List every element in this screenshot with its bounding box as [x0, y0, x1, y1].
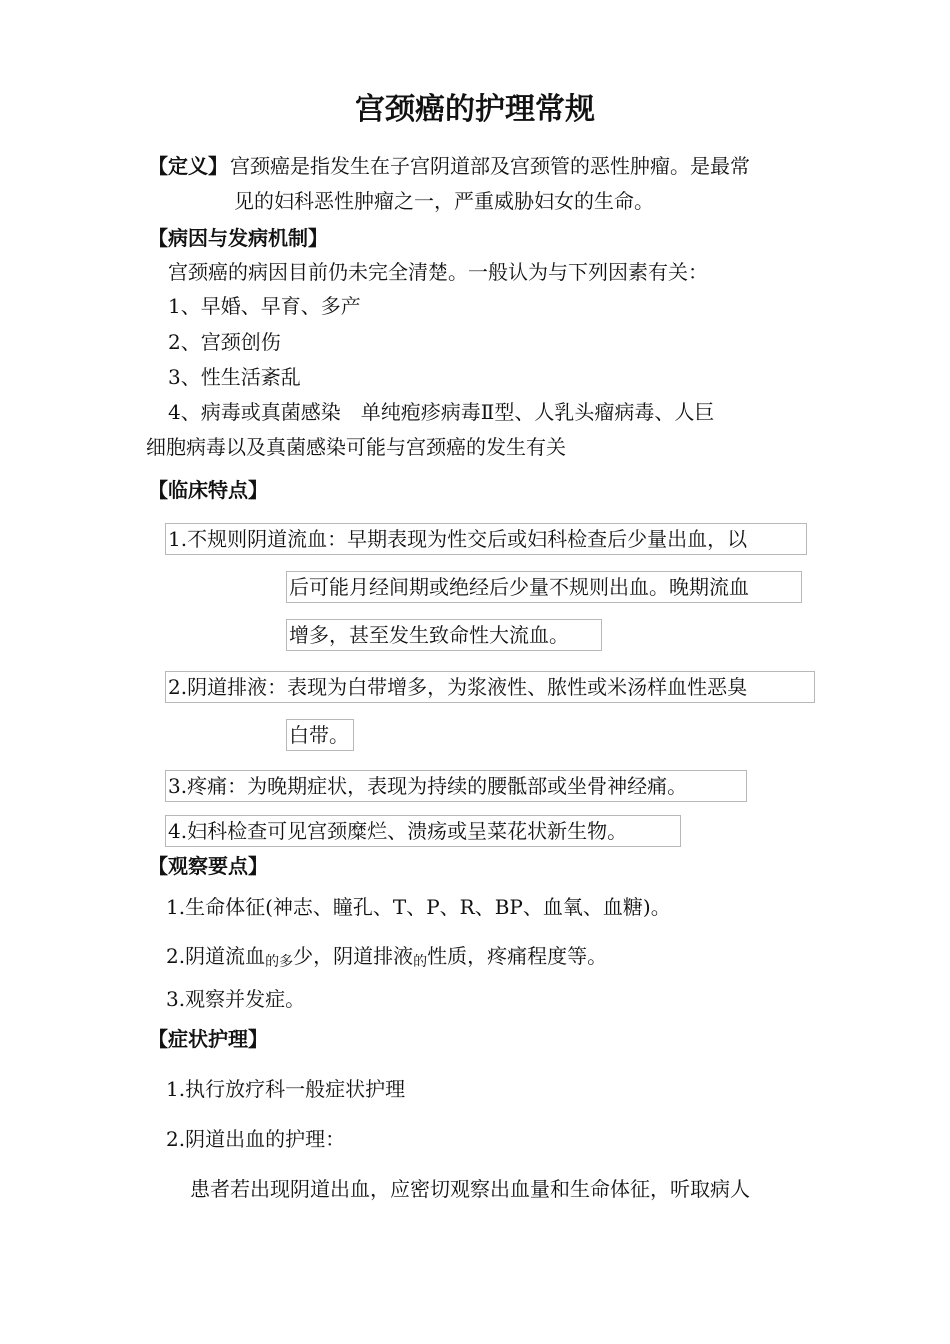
page-title: 宫颈癌的护理常规 — [355, 92, 595, 127]
clinical-item-1-line-3: 增多，甚至发生致命性大流血。 — [286, 619, 602, 651]
etiology-item-4: 4、病毒或真菌感染 单纯疱疹病毒Ⅱ型、人乳头瘤病毒、人巨 — [168, 400, 715, 424]
observation-item-2-part-d: 的 — [413, 954, 428, 970]
clinical-item-1-line-2: 后可能月经间期或绝经后少量不规则出血。晚期流血 — [286, 571, 802, 603]
observation-item-2 — [166, 944, 607, 974]
clinical-item-2-line-2: 白带。 — [286, 719, 354, 751]
clinical-item-3: 3.疼痛：为晚期症状，表现为持续的腰骶部或坐骨神经痛。 — [165, 770, 747, 802]
clinical-item-2-line-1: 2.阴道排液：表现为白带增多，为浆液性、脓性或米汤样血性恶臭 — [165, 671, 815, 703]
etiology-item-2: 2、宫颈创伤 — [168, 330, 281, 354]
observation-item-2-part-a: 2.阴道流血 — [166, 944, 266, 968]
etiology-item-3: 3、性生活紊乱 — [168, 365, 301, 389]
observation-item-3: 3.观察并发症。 — [166, 987, 306, 1011]
observation-item-2-part-c: 少，阴道排液 — [293, 944, 414, 968]
observation-heading: 【观察要点】 — [148, 854, 268, 878]
observation-item-2-part-b: 的多 — [265, 954, 294, 970]
etiology-item-1: 1、早婚、早育、多产 — [168, 294, 361, 318]
clinical-heading: 【临床特点】 — [148, 478, 268, 502]
nursing-heading: 【症状护理】 — [148, 1027, 268, 1051]
observation-item-2-part-e: 性质，疼痛程度等。 — [427, 944, 608, 968]
observation-item-1: 1.生命体征(神志、瞳孔、T、P、R、BP、血氧、血糖)。 — [166, 895, 671, 919]
definition-label: 【定义】 — [148, 154, 228, 178]
nursing-item-1: 1.执行放疗科一般症状护理 — [166, 1077, 406, 1101]
etiology-item-4-continuation: 细胞病毒以及真菌感染可能与宫颈癌的发生有关 — [146, 435, 566, 459]
nursing-item-2-text: 患者若出现阴道出血，应密切观察出血量和生命体征，听取病人 — [190, 1177, 750, 1201]
nursing-item-2: 2.阴道出血的护理： — [166, 1127, 346, 1151]
etiology-intro: 宫颈癌的病因目前仍未完全清楚。一般认为与下列因素有关： — [168, 260, 708, 284]
clinical-item-4: 4.妇科检查可见宫颈糜烂、溃疡或呈菜花状新生物。 — [165, 815, 681, 847]
etiology-heading: 【病因与发病机制】 — [148, 226, 328, 250]
clinical-item-1-line-1: 1.不规则阴道流血：早期表现为性交后或妇科检查后少量出血，以 — [165, 523, 807, 555]
definition-line-2: 见的妇科恶性肿瘤之一，严重威胁妇女的生命。 — [234, 189, 654, 213]
definition-line-1: 宫颈癌是指发生在子宫阴道部及宫颈管的恶性肿瘤。是最常 — [230, 154, 750, 178]
